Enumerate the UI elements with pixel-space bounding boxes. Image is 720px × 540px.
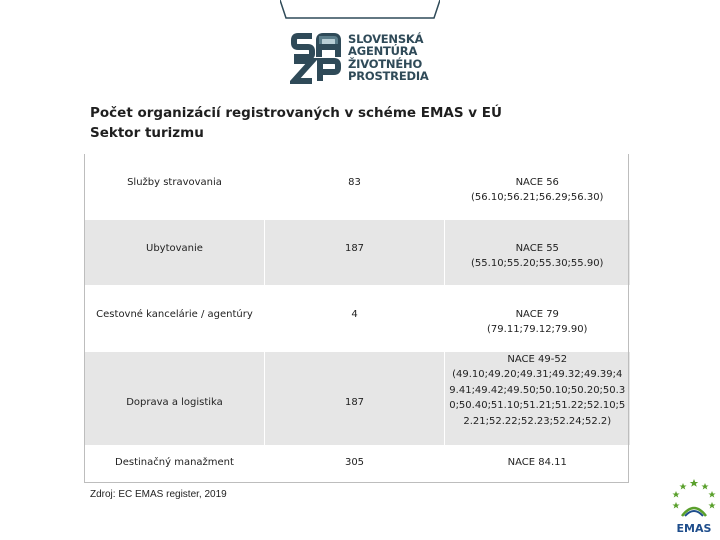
emas-logo-icon (668, 476, 720, 540)
sazp-logo (290, 30, 440, 90)
sazp-logo-text (348, 33, 429, 82)
table-row (85, 352, 630, 446)
title-line-1: Počet organizácií registrovaných v schéme EMAS v EÚ (90, 105, 502, 121)
top-tab-decoration (280, 0, 440, 20)
logo-line-2: AGENTÚRA (348, 44, 418, 59)
sector-cell: Ubytovanie (85, 220, 265, 286)
nace-cell: NACE 56 (56.10;56.21;56.29;56.30) (445, 154, 630, 220)
count-cell: 4 (265, 286, 445, 352)
title-line-2: Sektor turizmu (90, 125, 204, 141)
sector-cell: Služby stravovania (85, 154, 265, 220)
source-note: Zdroj: EC EMAS register, 2019 (90, 489, 227, 500)
nace-cell: NACE 84.11 (445, 446, 630, 485)
table-row (85, 446, 630, 485)
sector-cell: Destinačný manažment (85, 446, 265, 485)
count-cell: 187 (265, 352, 445, 446)
nace-cell: NACE 79 (79.11;79.12;79.90) (445, 286, 630, 352)
emas-tourism-table (84, 154, 630, 485)
emas-label: EMAS (676, 522, 712, 535)
table-row (85, 220, 630, 286)
page-title (90, 103, 502, 143)
sazp-logo-mark-icon (290, 30, 346, 86)
sector-cell: Doprava a logistika (85, 352, 265, 446)
count-cell: 83 (265, 154, 445, 220)
logo-line-3: ŽIVOTNÉHO (348, 56, 423, 71)
logo-line-1: SLOVENSKÁ (348, 32, 424, 46)
count-cell: 187 (265, 220, 445, 286)
logo-line-4: PROSTREDIA (348, 68, 429, 83)
sector-cell: Cestovné kancelárie / agentúry (85, 286, 265, 352)
nace-cell: NACE 55 (55.10;55.20;55.30;55.90) (445, 220, 630, 286)
table-row (85, 154, 630, 220)
table-row (85, 286, 630, 352)
count-cell: 305 (265, 446, 445, 485)
nace-cell: NACE 49-52 (49.10;49.20;49.31;49.32;49.39;49.41;49.42;49.50;50.10;50.20;50.30;50.40;51.10;51.21;51.22;52.10;52.21;52.22;52.23;52.24;52.2) (445, 352, 630, 446)
